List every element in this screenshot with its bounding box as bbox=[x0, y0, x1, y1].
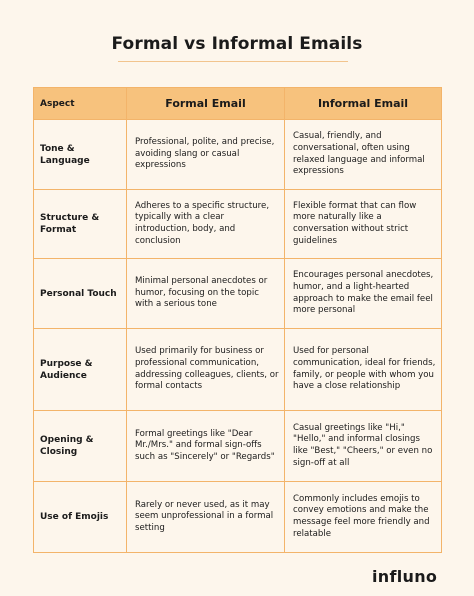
aspect-cell: Use of Emojis bbox=[34, 482, 127, 553]
informal-cell: Casual greetings like "Hi," "Hello," and informal closings like "Best," "Cheers," or even no sign-off at all bbox=[285, 411, 442, 482]
header-informal-email: Informal Email bbox=[285, 88, 442, 120]
formal-cell: Formal greetings like "Dear Mr./Mrs." and formal sign-offs such as "Sincerely" or "Regards" bbox=[127, 411, 285, 482]
table-header-row bbox=[34, 88, 442, 120]
formal-cell: Rarely or never used, as it may seem unprofessional in a formal setting bbox=[127, 482, 285, 553]
informal-cell: Used for personal communication, ideal for friends, family, or people with whom you have a close relationship bbox=[285, 329, 442, 411]
table-row bbox=[34, 329, 442, 411]
header-aspect: Aspect bbox=[34, 88, 127, 120]
table-row bbox=[34, 259, 442, 329]
page-title: Formal vs Informal Emails bbox=[111, 34, 363, 54]
aspect-cell: Opening & Closing bbox=[34, 411, 127, 482]
formal-cell: Minimal personal anecdotes or humor, focusing on the topic with a serious tone bbox=[127, 259, 285, 329]
informal-cell: Encourages personal anecdotes, humor, and a light-hearted approach to make the email feel more personal bbox=[285, 259, 442, 329]
formal-cell: Adheres to a specific structure, typically with a clear introduction, body, and conclusion bbox=[127, 190, 285, 259]
aspect-cell: Structure & Format bbox=[34, 190, 127, 259]
table-row bbox=[34, 411, 442, 482]
header-formal-email: Formal Email bbox=[127, 88, 285, 120]
informal-cell: Commonly includes emojis to convey emotions and make the message feel more friendly and relatable bbox=[285, 482, 442, 553]
table-row bbox=[34, 190, 442, 259]
formal-cell: Used primarily for business or professional communication, addressing colleagues, clients, or formal contacts bbox=[127, 329, 285, 411]
aspect-cell: Personal Touch bbox=[34, 259, 127, 329]
table-row bbox=[34, 120, 442, 190]
comparison-table bbox=[33, 87, 442, 553]
formal-cell: Professional, polite, and precise, avoiding slang or casual expressions bbox=[127, 120, 285, 190]
aspect-cell: Purpose & Audience bbox=[34, 329, 127, 411]
title-underline bbox=[118, 61, 348, 62]
aspect-cell: Tone & Language bbox=[34, 120, 127, 190]
table-row bbox=[34, 482, 442, 553]
brand-logo: influno bbox=[372, 567, 438, 586]
informal-cell: Flexible format that can flow more naturally like a conversation without strict guidelines bbox=[285, 190, 442, 259]
informal-cell: Casual, friendly, and conversational, often using relaxed language and informal expressions bbox=[285, 120, 442, 190]
